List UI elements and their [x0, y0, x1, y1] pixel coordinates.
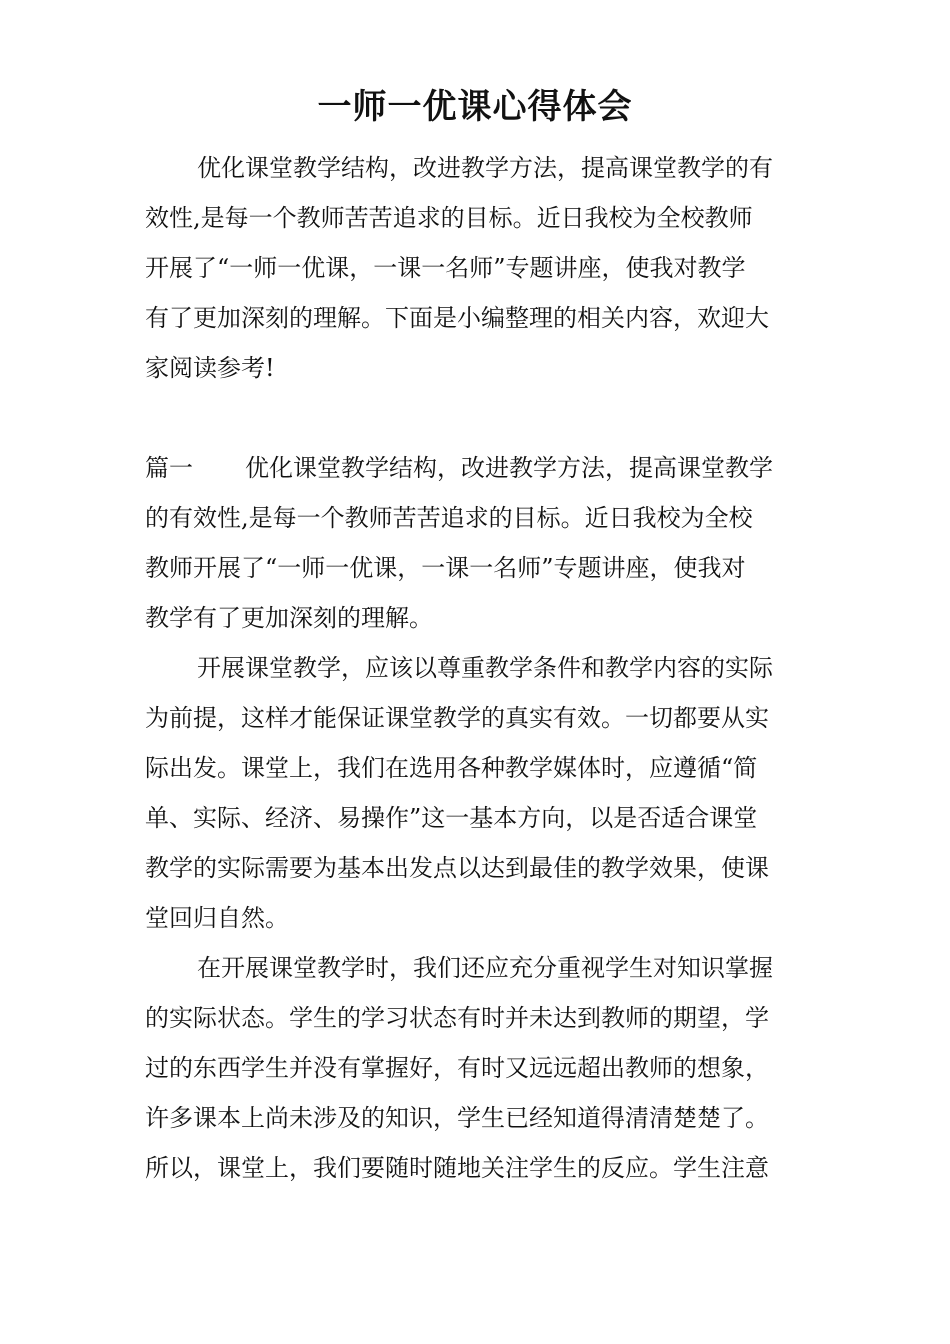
text-line: 过的东西学生并没有掌握好，有时又远远超出教师的想象，: [145, 1054, 769, 1082]
text-line: 有了更加深刻的理解。下面是小编整理的相关内容，欢迎大: [145, 304, 769, 332]
text-line: 许多课本上尚未涉及的知识，学生已经知道得清清楚楚了。: [145, 1104, 769, 1132]
text-line: 教学的实际需要为基本出发点以达到最佳的教学效果，使课: [145, 854, 769, 882]
text-line: 际出发。课堂上，我们在选用各种教学媒体时，应遵循“简: [145, 754, 758, 782]
text-line: 的有效性,是每一个教师苦苦追求的目标。近日我校为全校: [145, 504, 753, 532]
text-line: 所以，课堂上，我们要随时随地关注学生的反应。学生注意: [145, 1154, 769, 1182]
section-label: 篇一: [145, 454, 193, 482]
document-body: [145, 143, 810, 1193]
intro-paragraph: [145, 143, 810, 393]
text-line: 教学有了更加深刻的理解。: [145, 604, 433, 632]
text-line: 开展课堂教学，应该以尊重教学条件和教学内容的实际: [197, 654, 773, 682]
text-line: 教师开展了“一师一优课，一课一名师”专题讲座，使我对: [145, 554, 746, 582]
section-one-paragraph: [145, 443, 810, 643]
text-line: 单、实际、经济、易操作”这一基本方向，以是否适合课堂: [145, 804, 758, 832]
body-paragraph: [145, 943, 810, 1193]
text-line: [145, 443, 810, 493]
text-line: 家阅读参考!: [145, 354, 275, 382]
paragraph-gap: [145, 393, 810, 443]
section-first-line: 优化课堂教学结构，改进教学方法，提高课堂教学: [245, 454, 773, 482]
text-line: 为前提，这样才能保证课堂教学的真实有效。一切都要从实: [145, 704, 769, 732]
text-line: 堂回归自然。: [145, 904, 289, 932]
document-title: 一师一优课心得体会: [317, 87, 633, 127]
text-line: 在开展课堂教学时，我们还应充分重视学生对知识掌握: [197, 954, 773, 982]
text-line: 的实际状态。学生的学习状态有时并未达到教师的期望，学: [145, 1004, 769, 1032]
text-line: 效性,是每一个教师苦苦追求的目标。近日我校为全校教师: [145, 204, 753, 232]
text-line: 开展了“一师一优课，一课一名师”专题讲座，使我对教学: [145, 254, 746, 282]
body-paragraph: [145, 643, 810, 943]
text-line: 优化课堂教学结构，改进教学方法，提高课堂教学的有: [197, 154, 773, 182]
